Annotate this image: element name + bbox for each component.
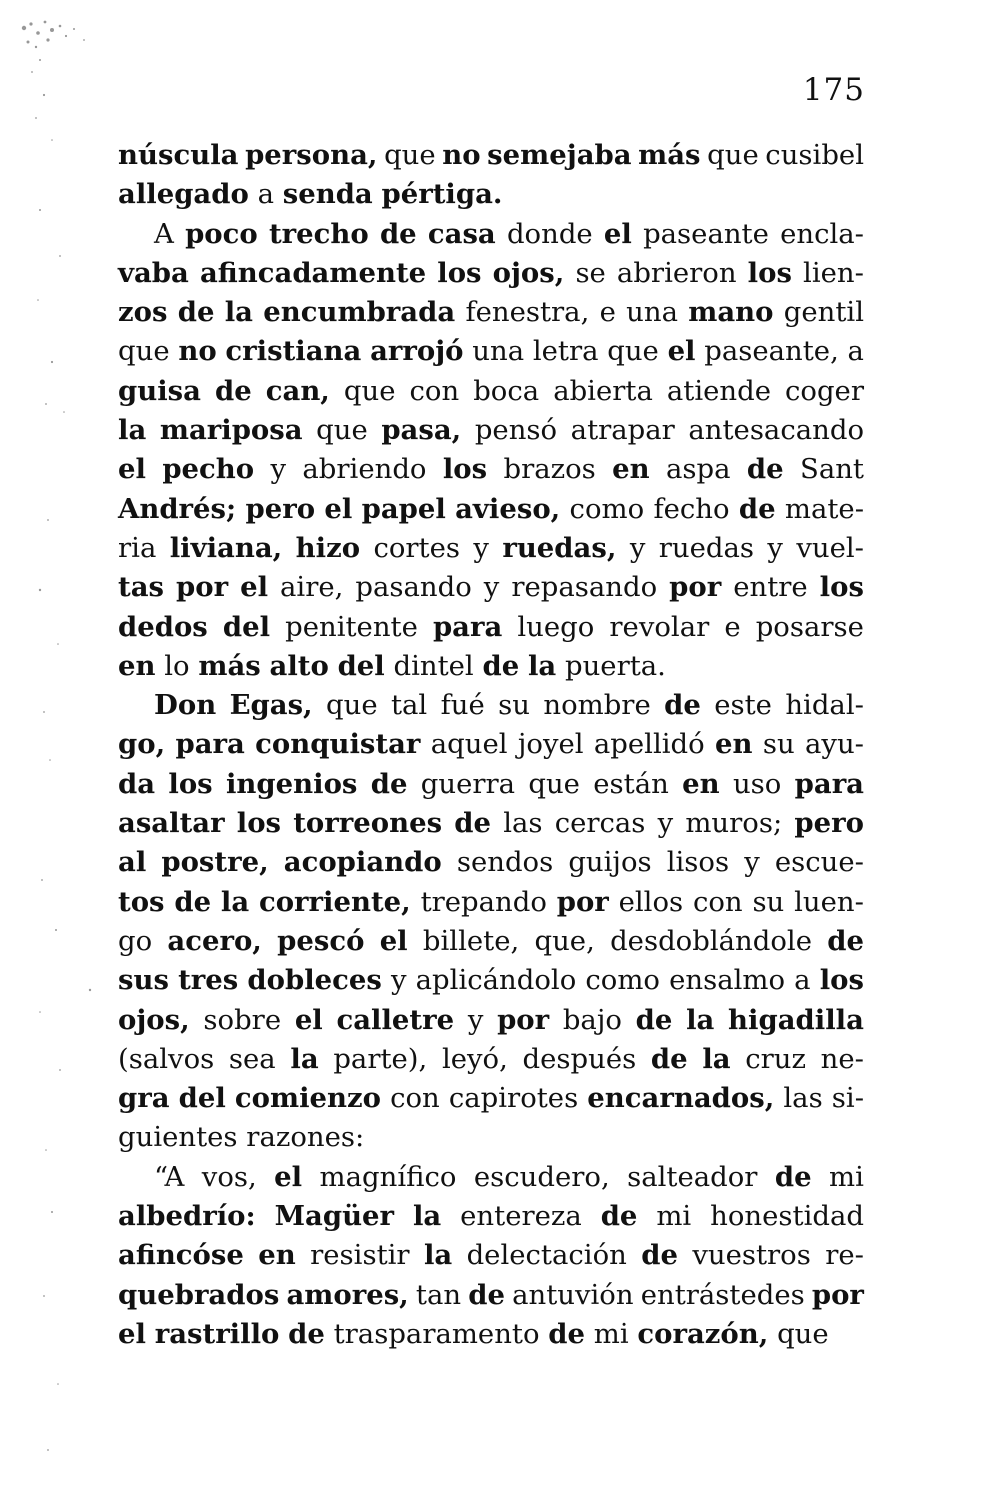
- word: ellos: [618, 885, 684, 918]
- word: y: [270, 453, 287, 486]
- word: la: [686, 1003, 715, 1036]
- word: guisa: [118, 374, 201, 407]
- word: billete,: [422, 924, 520, 957]
- word: muros;: [685, 807, 783, 840]
- word: allegado: [118, 178, 249, 211]
- word: el: [118, 453, 146, 486]
- word: mano: [688, 296, 774, 329]
- word: joyel: [517, 728, 584, 761]
- word: dobleces: [247, 964, 382, 997]
- word: el: [603, 217, 632, 250]
- word: parte),: [333, 1042, 428, 1075]
- word: están: [593, 767, 669, 800]
- text-line: [118, 686, 864, 725]
- word: que: [528, 767, 580, 800]
- word: ensalmo: [669, 964, 786, 997]
- word: las: [503, 807, 543, 840]
- word: avieso,: [455, 492, 561, 525]
- word: aquel: [430, 728, 508, 761]
- text-line: [118, 175, 864, 214]
- word: con: [390, 1082, 440, 1115]
- word: encumbrada: [263, 296, 456, 329]
- word: da: [118, 767, 156, 800]
- text-line: [118, 1079, 864, 1118]
- word: sobre: [203, 1003, 282, 1036]
- word: e: [599, 296, 616, 329]
- word: tan: [415, 1278, 462, 1311]
- word: de: [827, 924, 864, 957]
- word: antuvión: [512, 1278, 634, 1311]
- word: quebrados: [118, 1278, 280, 1311]
- word: por: [556, 885, 609, 918]
- word: persona,: [245, 139, 378, 171]
- word: más: [198, 649, 261, 682]
- word: escue-: [774, 846, 864, 879]
- text-line: [118, 1040, 864, 1079]
- word: guerra: [420, 767, 516, 800]
- word: el: [294, 1003, 323, 1036]
- word: que: [118, 335, 170, 368]
- word: luen-: [794, 885, 864, 918]
- word: con: [692, 885, 743, 918]
- word: núscula: [118, 139, 239, 171]
- word: higadilla: [728, 1003, 864, 1036]
- word: lisos: [666, 846, 730, 879]
- text-line: [118, 568, 864, 607]
- word: pasando: [355, 571, 472, 604]
- word: mi: [593, 1317, 629, 1350]
- word: dintel: [393, 649, 474, 682]
- word: no: [178, 335, 217, 368]
- word: los: [437, 256, 482, 289]
- word: para: [432, 610, 503, 643]
- word: alto: [269, 649, 329, 682]
- word: la: [702, 1042, 731, 1075]
- word: a: [847, 335, 864, 368]
- word: cusibel: [765, 139, 864, 171]
- word: rastrillo: [154, 1317, 280, 1350]
- word: el: [667, 335, 696, 368]
- word: trecho: [268, 217, 369, 250]
- word: para: [175, 728, 245, 761]
- text-line: [118, 765, 864, 804]
- word: aspa: [666, 453, 731, 486]
- word: pecho: [162, 453, 255, 486]
- word: Magüer: [274, 1200, 395, 1233]
- word: go: [118, 924, 153, 957]
- word: la: [423, 1239, 453, 1272]
- word: del: [178, 1082, 226, 1115]
- word: que: [777, 1317, 829, 1350]
- word: calletre: [336, 1003, 455, 1036]
- word: revolar: [609, 610, 710, 643]
- word: cruz: [745, 1042, 806, 1075]
- word: y: [629, 531, 646, 564]
- word: entereza: [460, 1200, 582, 1233]
- word: vaba: [118, 256, 189, 289]
- word: hizo: [295, 531, 361, 564]
- word: de: [641, 1239, 678, 1272]
- word: antesacando: [688, 414, 864, 447]
- word: atiende: [666, 374, 771, 407]
- word: uso: [732, 767, 782, 800]
- word: de: [774, 1160, 812, 1193]
- word: abrieron: [616, 256, 737, 289]
- text-line: [118, 450, 864, 489]
- word: de: [215, 374, 252, 407]
- text-line: [118, 411, 864, 450]
- word: del: [337, 649, 385, 682]
- word: fenestra,: [465, 296, 590, 329]
- word: por: [811, 1278, 864, 1311]
- word: la: [224, 296, 253, 329]
- text-line: [118, 372, 864, 411]
- word: guijos: [568, 846, 652, 879]
- word: del: [222, 610, 271, 643]
- word: brazos: [503, 453, 596, 486]
- word: una: [472, 335, 525, 368]
- scan-speckle-margin: [0, 0, 100, 1507]
- word: senda: [282, 178, 373, 211]
- word: al: [118, 846, 147, 879]
- text-line: [118, 1197, 864, 1236]
- word: se: [575, 256, 606, 289]
- word: como: [569, 492, 645, 525]
- word: el: [324, 492, 353, 525]
- word: acopiando: [283, 846, 442, 879]
- word: corriente,: [258, 885, 411, 918]
- word: razones:: [246, 1121, 365, 1154]
- word: corazón,: [637, 1317, 769, 1350]
- word: abriendo: [302, 453, 427, 486]
- word: de: [738, 492, 776, 525]
- word: de: [370, 767, 408, 800]
- word: trepando: [420, 885, 547, 918]
- word: fecho: [653, 492, 730, 525]
- word: coger: [785, 374, 864, 407]
- word: y: [744, 846, 760, 879]
- text-line: [118, 332, 864, 371]
- word: “A: [154, 1160, 185, 1193]
- word: su: [752, 885, 785, 918]
- word: hidal-: [785, 689, 864, 722]
- text-line: [118, 647, 864, 686]
- word: que: [343, 374, 396, 407]
- word: ayu-: [805, 728, 864, 761]
- word: a: [794, 964, 811, 997]
- word: atrapar: [570, 414, 675, 447]
- word: los: [819, 571, 864, 604]
- word: y: [657, 807, 674, 840]
- word: después: [522, 1042, 637, 1075]
- word: que: [607, 335, 659, 368]
- word: comienzo: [234, 1082, 381, 1115]
- word: cortes: [373, 531, 460, 564]
- word: conquistar: [255, 728, 421, 761]
- word: abierta: [553, 374, 653, 407]
- word: el: [240, 571, 269, 604]
- word: lien-: [803, 256, 864, 289]
- word: entre: [733, 571, 808, 604]
- word: delectación: [466, 1239, 627, 1272]
- word: amores,: [286, 1278, 409, 1311]
- word: lo: [164, 649, 190, 682]
- word: vos,: [201, 1160, 257, 1193]
- text-line: [118, 254, 864, 293]
- text-line: [118, 490, 864, 529]
- word: trasparamento: [333, 1317, 540, 1350]
- word: que: [384, 139, 436, 171]
- word: la: [118, 414, 147, 447]
- word: el: [274, 1160, 303, 1193]
- word: mariposa: [159, 414, 303, 447]
- word: tres: [178, 964, 239, 997]
- word: pasa,: [381, 414, 462, 447]
- word: y: [473, 531, 489, 564]
- word: tas: [118, 571, 165, 604]
- word: vuel-: [796, 531, 864, 564]
- word: este: [714, 689, 772, 722]
- word: asaltar: [118, 807, 225, 840]
- word: bajo: [562, 1003, 622, 1036]
- word: para: [794, 767, 864, 800]
- word: su: [498, 689, 530, 722]
- word: arrojó: [370, 335, 464, 368]
- word: luego: [517, 610, 595, 643]
- text-line: [118, 922, 864, 961]
- word: de: [482, 649, 520, 682]
- word: paseante,: [704, 335, 839, 368]
- text-line: [118, 136, 864, 175]
- word: casa: [427, 217, 496, 250]
- text-line: [118, 843, 864, 882]
- word: Don: [154, 689, 217, 722]
- word: afincóse: [118, 1239, 244, 1272]
- word: resistir: [310, 1239, 410, 1272]
- word: que: [707, 139, 759, 171]
- word: pero: [245, 492, 316, 525]
- word: Andrés;: [118, 492, 237, 525]
- word: sea: [228, 1042, 276, 1075]
- text-line: [118, 529, 864, 568]
- word: de: [177, 296, 215, 329]
- word: los: [442, 453, 488, 486]
- word: can,: [265, 374, 330, 407]
- word: los: [819, 964, 864, 997]
- word: capirotes: [448, 1082, 579, 1115]
- word: y: [390, 964, 407, 997]
- word: ne-: [820, 1042, 864, 1075]
- word: donde: [506, 217, 593, 250]
- word: el: [379, 924, 408, 957]
- text-line: [118, 293, 864, 332]
- word: posarse: [755, 610, 864, 643]
- word: apellidó: [593, 728, 705, 761]
- word: fué: [440, 689, 485, 722]
- word: ojos,: [492, 256, 565, 289]
- word: poco: [185, 217, 258, 250]
- word: tos: [118, 885, 165, 918]
- word: pescó: [277, 924, 365, 957]
- word: la: [412, 1200, 442, 1233]
- word: por: [669, 571, 722, 604]
- word: albedrío:: [118, 1200, 256, 1233]
- word: en: [682, 767, 720, 800]
- word: ruedas: [658, 531, 754, 564]
- word: en: [258, 1239, 296, 1272]
- word: los: [168, 767, 213, 800]
- word: postre,: [161, 846, 269, 879]
- word: Sant: [799, 453, 864, 486]
- word: papel: [361, 492, 446, 525]
- word: aire,: [280, 571, 344, 604]
- word: los: [747, 256, 792, 289]
- word: boca: [473, 374, 540, 407]
- word: encla-: [780, 217, 864, 250]
- word: re-: [825, 1239, 864, 1272]
- word: mi: [829, 1160, 864, 1193]
- text-line: [118, 215, 864, 254]
- word: aplicándolo: [415, 964, 577, 997]
- page-number: 175: [802, 72, 865, 108]
- word: letra: [532, 335, 599, 368]
- word: gra: [118, 1082, 170, 1115]
- word: que: [326, 689, 378, 722]
- word: de: [379, 217, 417, 250]
- word: guientes: [118, 1121, 238, 1154]
- word: desdoblándole: [610, 924, 812, 957]
- word: afincadamente: [199, 256, 427, 289]
- word: por: [497, 1003, 550, 1036]
- word: más: [638, 139, 701, 171]
- word: ruedas,: [502, 531, 617, 564]
- word: liviana,: [169, 531, 283, 564]
- word: una: [626, 296, 678, 329]
- word: de: [746, 453, 784, 486]
- word: no: [442, 139, 481, 171]
- word: go,: [118, 728, 166, 761]
- word: a: [257, 178, 274, 211]
- word: las: [783, 1082, 823, 1115]
- word: paseante: [643, 217, 769, 250]
- word: Egas,: [229, 689, 313, 722]
- word: leyó,: [441, 1042, 508, 1075]
- word: pensó: [474, 414, 558, 447]
- word: encarnados,: [587, 1082, 775, 1115]
- word: magnífico: [319, 1160, 457, 1193]
- text-line: [118, 1118, 864, 1157]
- word: en: [118, 649, 156, 682]
- text-line: [118, 1315, 864, 1354]
- word: mate-: [784, 492, 864, 525]
- word: y: [767, 531, 783, 564]
- word: acero,: [167, 924, 262, 957]
- text-line: [118, 608, 864, 647]
- body-text: [118, 136, 864, 1354]
- word: de: [650, 1042, 688, 1075]
- word: vuestros: [692, 1239, 811, 1272]
- word: ingenios: [225, 767, 358, 800]
- word: y: [467, 1003, 484, 1036]
- word: que,: [534, 924, 595, 957]
- word: nombre: [543, 689, 651, 722]
- word: repasando: [511, 571, 658, 604]
- word: los: [236, 807, 282, 840]
- word: de: [468, 1278, 505, 1311]
- word: cercas: [554, 807, 646, 840]
- word: ojos,: [118, 1003, 190, 1036]
- text-line: [118, 883, 864, 922]
- word: pértiga.: [381, 178, 503, 211]
- word: sendos: [456, 846, 554, 879]
- word: salteador: [627, 1160, 758, 1193]
- word: semejaba: [487, 139, 632, 171]
- word: pero: [794, 807, 864, 840]
- word: en: [715, 728, 753, 761]
- word: de: [454, 807, 491, 840]
- word: de: [600, 1200, 638, 1233]
- word: entrástedes: [640, 1278, 805, 1311]
- word: puerta.: [564, 649, 666, 682]
- word: cristiana: [225, 335, 362, 368]
- word: ria: [118, 531, 157, 564]
- word: (salvos: [118, 1042, 215, 1075]
- word: e: [724, 610, 741, 643]
- word: de: [635, 1003, 673, 1036]
- word: torreones: [293, 807, 443, 840]
- word: en: [612, 453, 650, 486]
- word: como: [585, 964, 660, 997]
- word: de: [548, 1317, 586, 1350]
- word: escudero,: [473, 1160, 610, 1193]
- word: dedos: [118, 610, 208, 643]
- text-line: [118, 804, 864, 843]
- word: gentil: [783, 296, 864, 329]
- word: por: [176, 571, 229, 604]
- word: penitente: [285, 610, 418, 643]
- word: su: [762, 728, 795, 761]
- word: mi: [656, 1200, 692, 1233]
- text-line: [118, 961, 864, 1000]
- word: de: [174, 885, 212, 918]
- text-line: [118, 1276, 864, 1315]
- word: con: [409, 374, 460, 407]
- text-line: [118, 1158, 864, 1197]
- text-line: [118, 1236, 864, 1275]
- word: si-: [831, 1082, 864, 1115]
- word: la: [220, 885, 250, 918]
- word: zos: [118, 296, 168, 329]
- word: tal: [390, 689, 428, 722]
- text-line: [118, 725, 864, 764]
- word: que: [316, 414, 368, 447]
- word: la: [290, 1042, 319, 1075]
- word: la: [527, 649, 557, 682]
- word: de: [664, 689, 701, 722]
- word: sus: [118, 964, 169, 997]
- word: el: [118, 1317, 146, 1350]
- word: de: [288, 1317, 325, 1350]
- word: A: [154, 217, 174, 250]
- text-line: [118, 1001, 864, 1040]
- word: honestidad: [710, 1200, 864, 1233]
- word: y: [483, 571, 500, 604]
